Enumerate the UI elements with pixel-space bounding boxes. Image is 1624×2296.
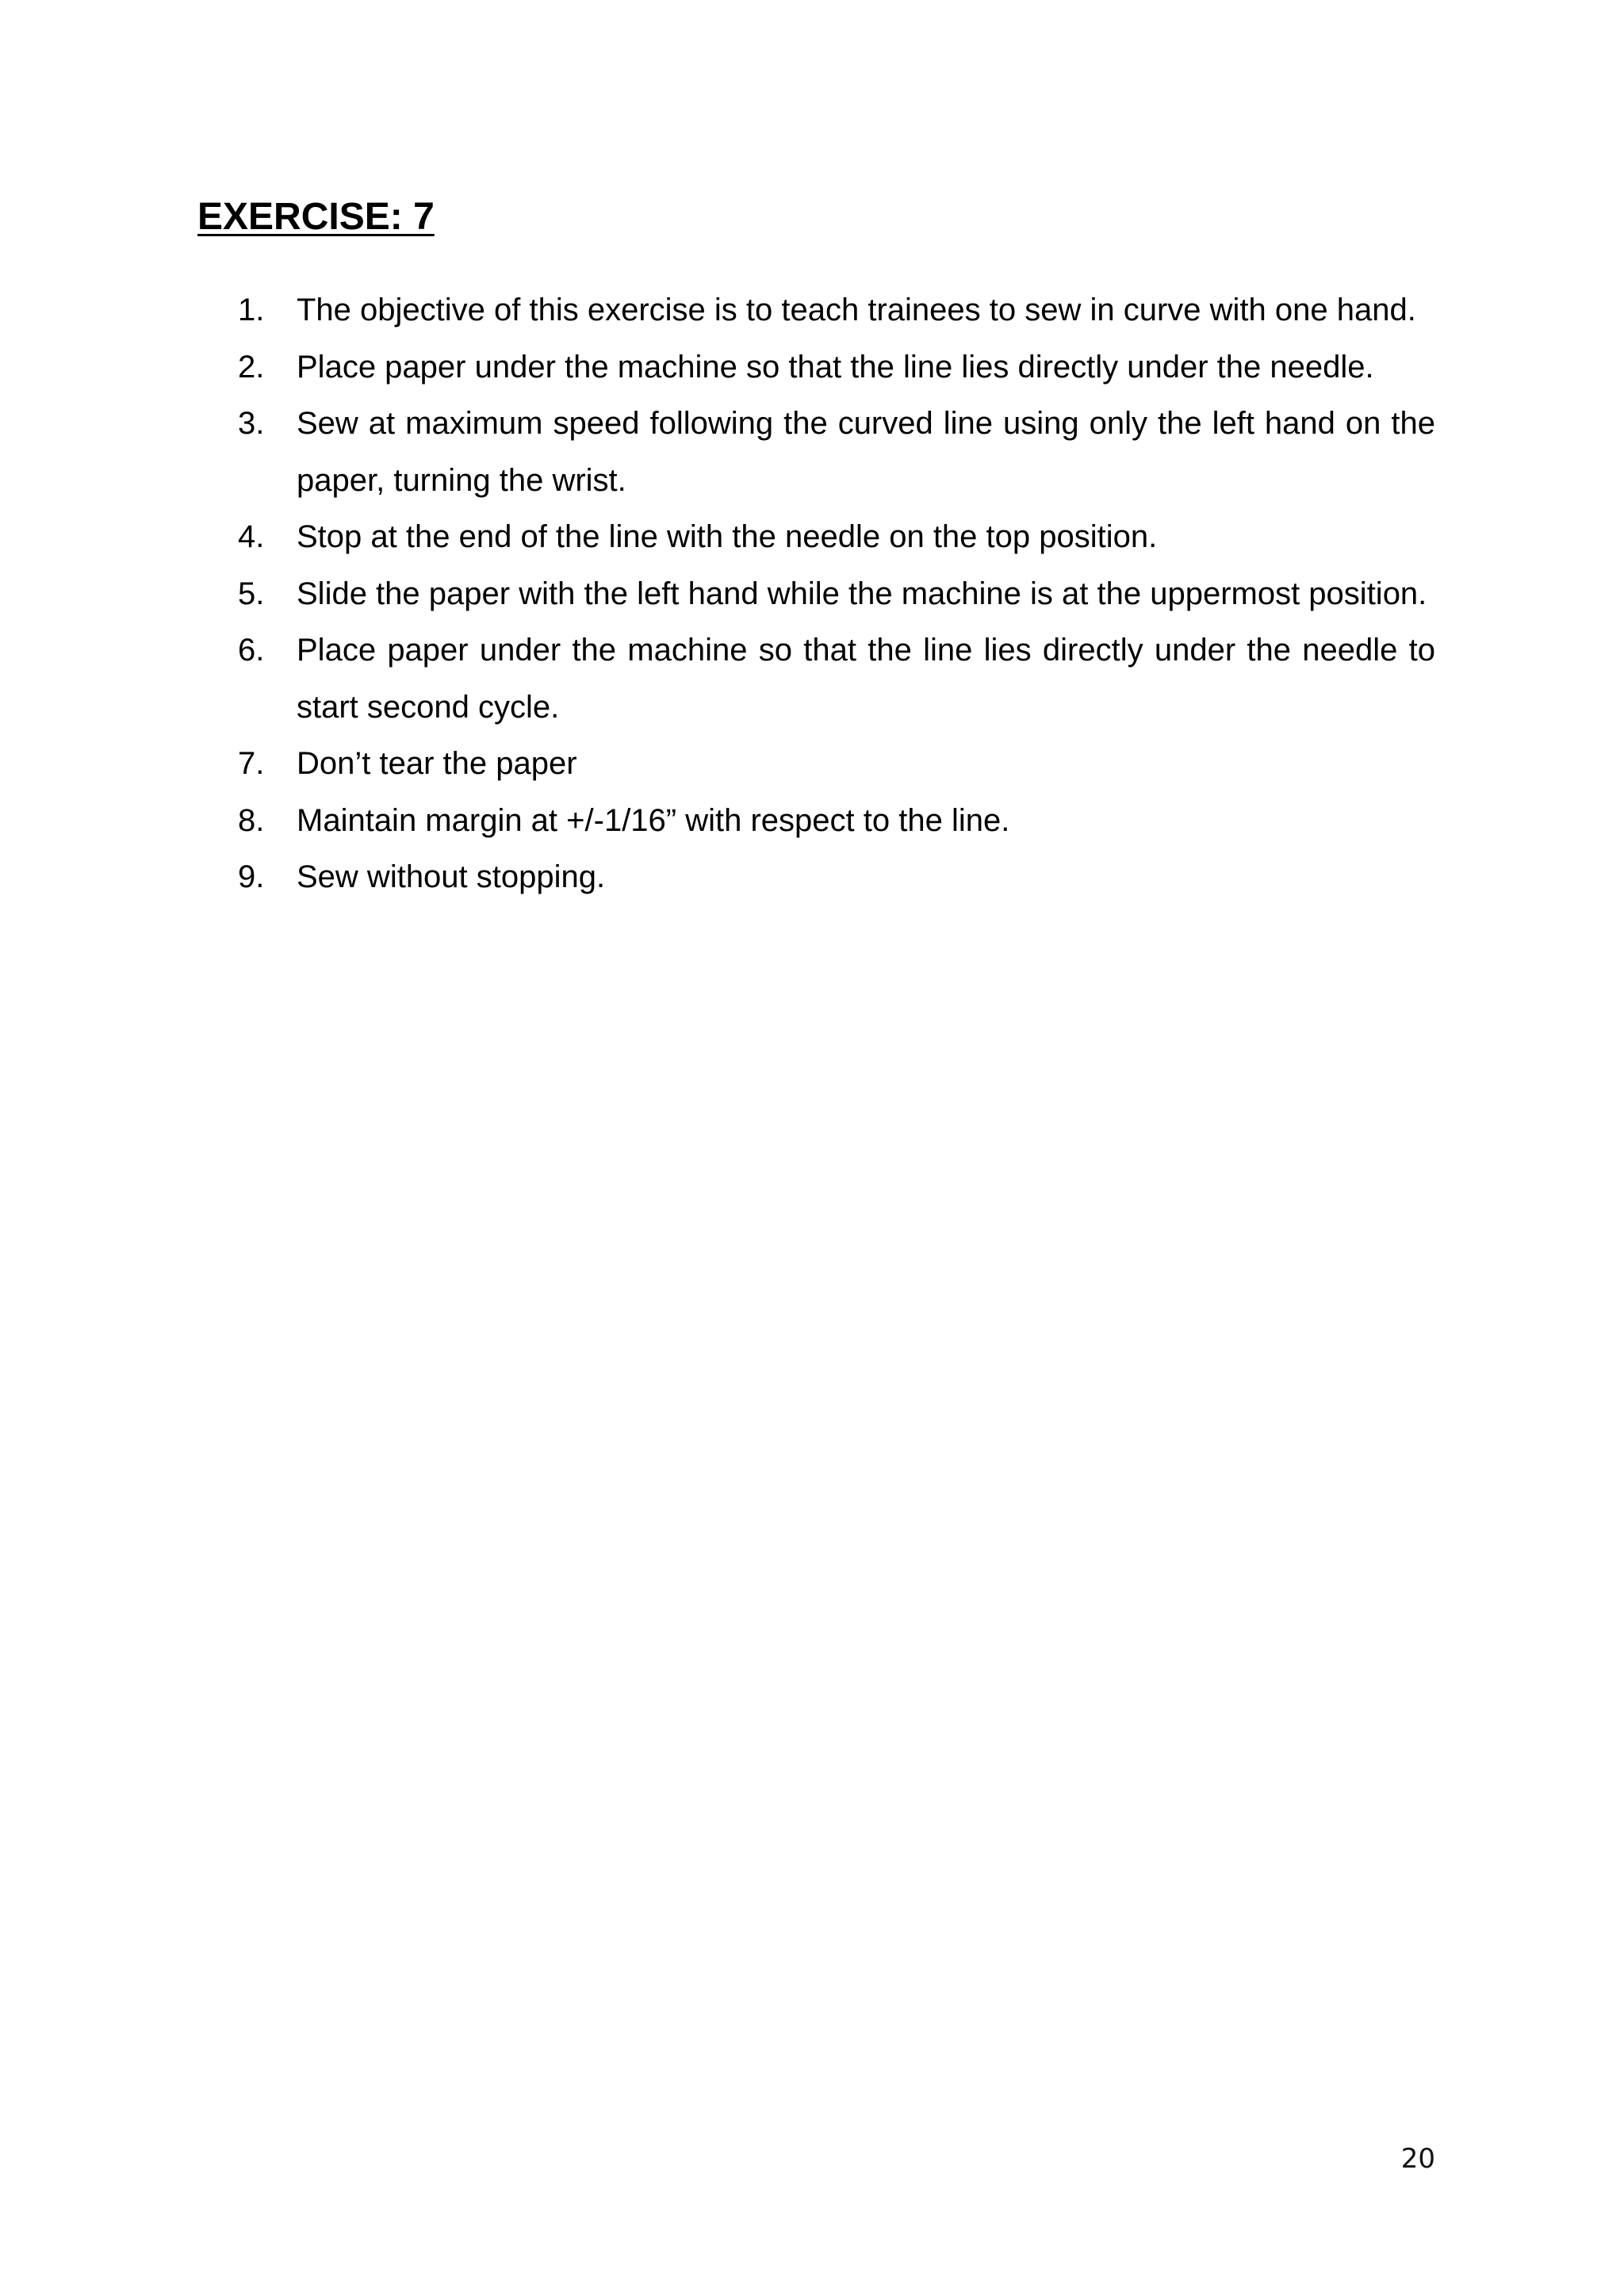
step-number: 1. bbox=[238, 293, 265, 327]
step-number: 8. bbox=[238, 802, 265, 838]
step-text: Slide the paper with the left hand while the machine is at the uppermost position. bbox=[297, 576, 1427, 611]
page-number: 20 bbox=[1400, 2143, 1435, 2175]
instruction-step-6 bbox=[238, 622, 1435, 736]
step-text: Sew without stopping. bbox=[297, 859, 606, 894]
step-number: 6. bbox=[238, 633, 265, 668]
step-text: Don’t tear the paper bbox=[297, 746, 577, 781]
instruction-step-8 bbox=[238, 793, 1435, 850]
instruction-step-1 bbox=[238, 282, 1435, 339]
step-number: 2. bbox=[238, 349, 265, 385]
instruction-step-5 bbox=[238, 566, 1435, 623]
step-text: Place paper under the machine so that the line lies directly under the needle to start second cycle. bbox=[297, 633, 1435, 725]
step-text: The objective of this exercise is to teach trainees to sew in curve with one hand. bbox=[297, 293, 1416, 327]
step-text: Stop at the end of the line with the needle on the top position. bbox=[297, 519, 1158, 554]
instruction-step-9 bbox=[238, 849, 1435, 906]
instruction-list bbox=[238, 282, 1435, 906]
step-text: Place paper under the machine so that the line lies directly under the needle. bbox=[297, 349, 1374, 385]
step-text: Sew at maximum speed following the curved line using only the left hand on the paper, turning the wrist. bbox=[297, 406, 1435, 498]
step-number: 9. bbox=[238, 859, 265, 894]
exercise-heading: EXERCISE: 7 bbox=[197, 196, 435, 238]
instruction-step-2 bbox=[238, 339, 1435, 396]
instruction-step-3 bbox=[238, 396, 1435, 509]
step-text: Maintain margin at +/-1/16” with respect to the line. bbox=[297, 802, 1010, 838]
instruction-step-4 bbox=[238, 509, 1435, 566]
instruction-step-7 bbox=[238, 736, 1435, 793]
step-number: 4. bbox=[238, 519, 265, 554]
step-number: 5. bbox=[238, 576, 265, 611]
step-number: 3. bbox=[238, 406, 265, 441]
step-number: 7. bbox=[238, 746, 265, 781]
